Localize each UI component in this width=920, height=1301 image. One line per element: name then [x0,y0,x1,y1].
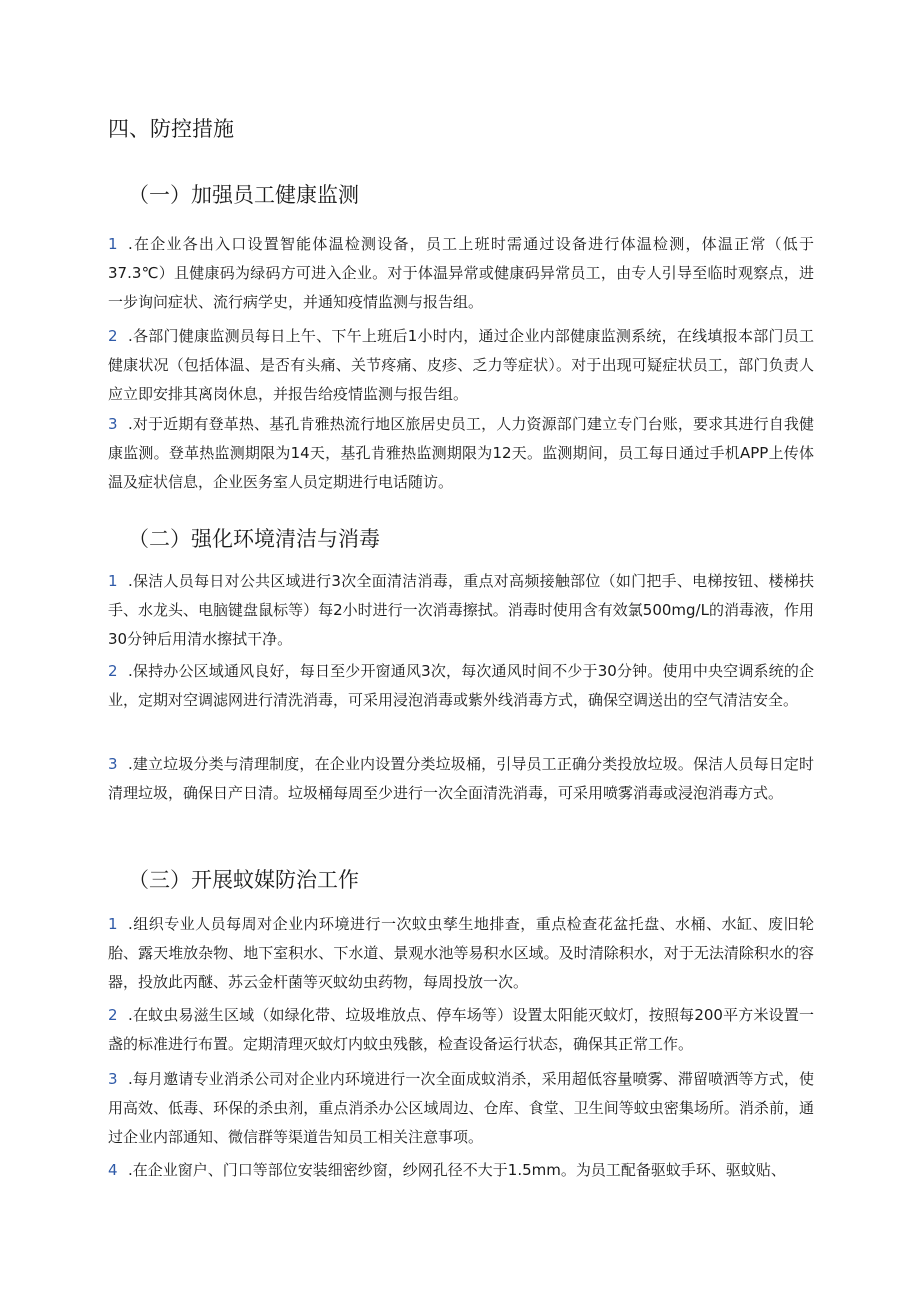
list-item [108,910,814,997]
list-item [108,1156,814,1185]
section-title-3: （三）开展蚊媒防治工作 [128,868,359,892]
item-number: 1 [108,235,118,253]
item-number: 4 [108,1161,118,1179]
item-number: 1 [108,572,118,590]
section-title-1: （一）加强员工健康监测 [128,183,359,207]
section-title-2: （二）强化环境清洁与消毒 [128,527,380,551]
list-item [108,410,814,497]
item-number: 3 [108,755,118,773]
item-text: .保持办公区域通风良好，每日至少开窗通风3次，每次通风时间不少于30分钟。使用中央空调系统的企业，定期对空调滤网进行清洗消毒，可采用浸泡消毒或紫外线消毒方式，确保空调送出的空气清洁安全。 [108,662,814,709]
item-text: .建立垃圾分类与清理制度，在企业内设置分类垃圾桶，引导员工正确分类投放垃圾。保洁人员每日定时清理垃圾，确保日产日清。垃圾桶每周至少进行一次全面清洗消毒，可采用喷雾消毒或浸泡消毒方式。 [108,755,814,802]
chapter-title: 四、防控措施 [108,117,234,141]
item-text: .每月邀请专业消杀公司对企业内环境进行一次全面成蚊消杀，采用超低容量喷雾、滞留喷洒等方式，使用高效、低毒、环保的杀虫剂，重点消杀办公区域周边、仓库、食堂、卫生间等蚊虫密集场所。消杀前，通过企业内部通知、微信群等渠道告知员工相关注意事项。 [108,1070,814,1146]
item-number: 2 [108,662,118,680]
list-item [108,1001,814,1059]
item-text: .保洁人员每日对公共区域进行3次全面清洁消毒，重点对高频接触部位（如门把手、电梯按钮、楼梯扶手、水龙头、电脑键盘鼠标等）每2小时进行一次消毒擦拭。消毒时使用含有效氯500mg/L的消毒液，作用30分钟后用清水擦拭干净。 [108,572,814,648]
item-text: .在企业窗户、门口等部位安装细密纱窗，纱网孔径不大于1.5mm。为员工配备驱蚊手环、驱蚊贴、 [128,1161,786,1179]
item-number: 1 [108,915,118,933]
item-text: .在蚊虫易滋生区域（如绿化带、垃圾堆放点、停车场等）设置太阳能灭蚊灯，按照每200平方米设置一盏的标准进行布置。定期清理灭蚊灯内蚊虫残骸，检查设备运行状态，确保其正常工作。 [108,1006,814,1053]
list-item [108,322,814,409]
item-text: .对于近期有登革热、基孔肯雅热流行地区旅居史员工，人力资源部门建立专门台账，要求其进行自我健康监测。登革热监测期限为14天，基孔肯雅热监测期限为12天。监测期间，员工每日通过手机APP上传体温及症状信息，企业医务室人员定期进行电话随访。 [108,415,814,491]
item-number: 3 [108,415,118,433]
item-number: 3 [108,1070,118,1088]
list-item [108,750,814,808]
item-text: .组织专业人员每周对企业内环境进行一次蚊虫孳生地排查，重点检查花盆托盘、水桶、水缸、废旧轮胎、露天堆放杂物、地下室积水、下水道、景观水池等易积水区域。及时清除积水，对于无法清除积水的容器，投放此丙醚、苏云金杆菌等灭蚊幼虫药物，每周投放一次。 [108,915,814,991]
item-text: .各部门健康监测员每日上午、下午上班后1小时内，通过企业内部健康监测系统，在线填报本部门员工健康状况（包括体温、是否有头痛、关节疼痛、皮疹、乏力等症状）。对于出现可疑症状员工，部门负责人应立即安排其离岗休息，并报告给疫情监测与报告组。 [108,327,814,403]
list-item [108,230,814,317]
list-item [108,657,814,715]
item-number: 2 [108,327,118,345]
list-item [108,567,814,654]
item-number: 2 [108,1006,118,1024]
list-item [108,1065,814,1152]
item-text: .在企业各出入口设置智能体温检测设备，员工上班时需通过设备进行体温检测，体温正常（低于37.3℃）且健康码为绿码方可进入企业。对于体温异常或健康码异常员工，由专人引导至临时观察点，进一步询问症状、流行病学史，并通知疫情监测与报告组。 [108,235,814,311]
